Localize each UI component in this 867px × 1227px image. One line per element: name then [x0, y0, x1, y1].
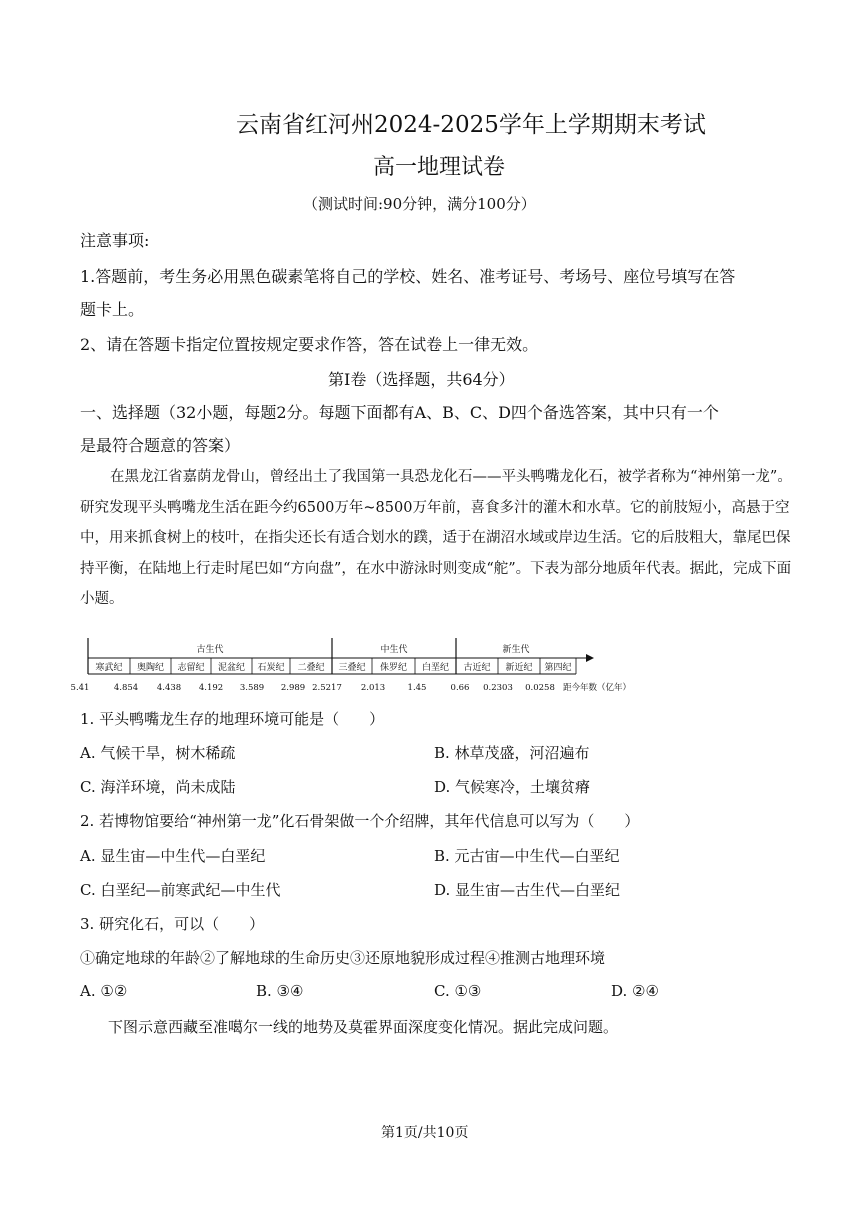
age-label: 2.989 — [280, 683, 306, 693]
question-1-option-b: B. 林草茂盛，河沼遍布 — [434, 744, 590, 762]
question-2-option-b: B. 元古宙—中生代—白垩纪 — [434, 847, 620, 865]
era-label: 中生代 — [380, 645, 408, 655]
period-label: 侏罗纪 — [379, 663, 408, 673]
notes-item-1-cont: 题卡上。 — [80, 300, 145, 319]
question-3-option-b: B. ③④ — [256, 982, 304, 1000]
exam-info: （测试时间:90分钟，满分100分） — [303, 195, 536, 213]
age-label: 2.5217 — [312, 683, 342, 693]
period-label: 古近纪 — [463, 663, 491, 673]
reading-passage-2: 下图示意西藏至准噶尔一线的地势及莫霍界面深度变化情况。据此完成问题。 — [108, 1018, 619, 1036]
period-label: 第四纪 — [544, 663, 572, 673]
age-label: 4.192 — [198, 683, 224, 693]
question-3-statements: ①确定地球的年龄②了解地球的生命历史③还原地貌形成过程④推测古地理环境 — [80, 949, 606, 967]
era-label: 古生代 — [196, 645, 224, 655]
geologic-timeline-table — [70, 634, 676, 700]
question-3-option-a: A. ①② — [80, 982, 128, 1000]
age-label: 3.589 — [239, 683, 265, 693]
period-label: 新近纪 — [505, 663, 533, 673]
notes-heading: 注意事项: — [80, 231, 150, 250]
question-1-option-c: C. 海洋环境，尚未成陆 — [80, 778, 236, 796]
age-label: 4.854 — [113, 683, 139, 693]
period-label: 寒武纪 — [95, 663, 123, 673]
exam-title: 云南省红河州2024-2025学年上学期期末考试 — [236, 112, 706, 138]
age-label: 4.438 — [156, 683, 182, 693]
question-1-stem: 1. 平头鸭嘴龙生存的地理环境可能是（ ） — [80, 710, 385, 728]
question-2-stem: 2. 若博物馆要给“神州第一龙”化石骨架做一个介绍牌，其年代信息可以写为（ ） — [80, 812, 640, 830]
age-label: 5.41 — [70, 683, 90, 693]
age-label: 0.2303 — [483, 683, 513, 693]
section-instructions-cont: 是最符合题意的答案） — [80, 436, 241, 455]
period-label: 白垩纪 — [421, 663, 450, 673]
question-2-option-d: D. 显生宙—古生代—白垩纪 — [434, 881, 621, 899]
page-number-footer: 第1页/共10页 — [381, 1125, 469, 1141]
era-label: 新生代 — [502, 645, 530, 655]
timeline-group — [71, 638, 631, 693]
age-label: 0.66 — [450, 683, 470, 693]
reading-passage-1: 在黑龙江省嘉荫龙骨山，曾经出土了我国第一具恐龙化石——平头鸭嘴龙化石，被学者称为“神州第一龙”。研究发现平头鸭嘴龙生活在距今约6500万年~8500万年前，喜食多汁的灌木和水草。它的前肢短小，高悬于空中，用来抓食树上的枝叶，在指尖还长有适合划水的蹼，适于在湖沼水域或岸边生活。它的后肢粗大，靠尾巴保持平衡，在陆地上行走时尾巴如“方向盘”，在水中游泳时则变成“舵”。下表为部分地质年代表。据此，完成下面小题。 — [80, 469, 792, 607]
age-label: 1.45 — [407, 683, 427, 693]
question-3-option-c: C. ①③ — [434, 982, 482, 1000]
notes-item-2: 2、请在答题卡指定位置按规定要求作答，答在试卷上一律无效。 — [80, 335, 539, 354]
question-2-option-c: C. 白垩纪—前寒武纪—中生代 — [80, 881, 281, 899]
question-2-option-a: A. 显生宙—中生代—白垩纪 — [80, 847, 266, 865]
age-label: 0.0258 — [525, 683, 555, 693]
period-label: 奥陶纪 — [136, 663, 165, 673]
period-label: 石炭纪 — [257, 663, 285, 673]
question-3-stem: 3. 研究化石，可以（ ） — [80, 915, 265, 933]
period-label: 二叠纪 — [297, 663, 325, 673]
age-label: 2.013 — [360, 683, 386, 693]
question-1-option-d: D. 气候寒冷，土壤贫瘠 — [434, 778, 591, 796]
section-instructions: 一、选择题（32小题，每题2分。每题下面都有A、B、C、D四个备选答案，其中只有一个 — [80, 403, 719, 422]
question-3-option-d: D. ②④ — [611, 982, 659, 1000]
period-label: 三叠纪 — [338, 663, 366, 673]
age-unit-label: 距今年数（亿年） — [563, 683, 632, 693]
period-label: 泥盆纪 — [217, 663, 246, 673]
question-1-option-a: A. 气候干旱，树木稀疏 — [80, 744, 236, 762]
timeline-arrow-head — [586, 654, 594, 662]
exam-subtitle: 高一地理试卷 — [373, 155, 506, 180]
period-label: 志留纪 — [177, 663, 205, 673]
notes-item-1: 1.答题前，考生务必用黑色碳素笔将自己的学校、姓名、准考证号、考场号、座位号填写在答 — [80, 267, 736, 286]
volume-heading: 第I卷（选择题，共64分） — [328, 370, 515, 389]
